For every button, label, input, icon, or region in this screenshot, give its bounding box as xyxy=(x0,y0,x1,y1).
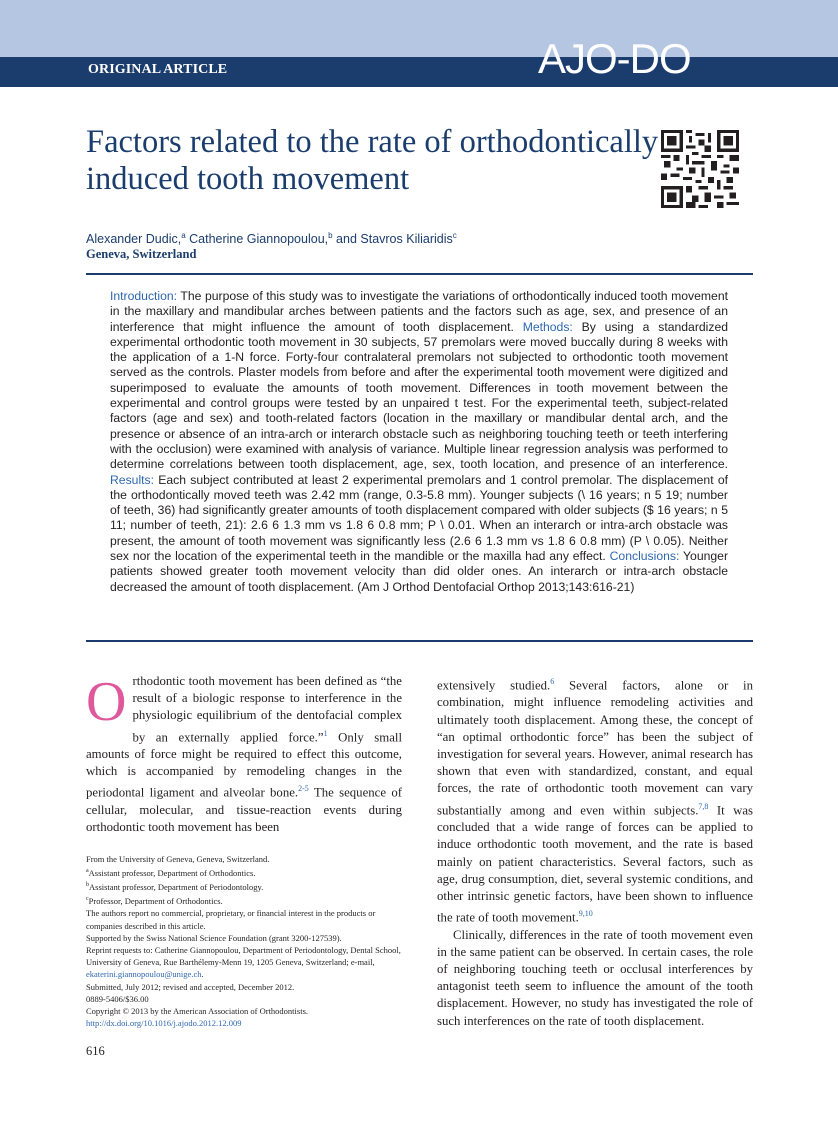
citation-link[interactable]: 7,8 xyxy=(698,801,709,811)
body-text: Several factors, alone or in combination, might influence remodeling activities and ultimately tooth displacement. Among these, the concept of “an optimal orthodontic force” has been the subject of investigation for several years. However, animal research has shown that even with standardized, constant, and equal forces, the rate of orthodontic tooth movement can vary substantially among and even within subjects. xyxy=(437,678,753,817)
footnote-institution: From the University of Geneva, Geneva, Switzerland. xyxy=(86,854,270,864)
author-list xyxy=(86,231,457,246)
footnote-copyright: Copyright © 2013 by the American Association of Orthodontists. xyxy=(86,1005,309,1016)
body-text: extensively studied. xyxy=(437,678,551,693)
author-affiliation-mark: a xyxy=(181,231,186,240)
qr-code-icon[interactable] xyxy=(661,130,739,208)
footnote-text: Professor, Department of Orthodontics. xyxy=(88,896,223,907)
footnote-disclosure: The authors report no commercial, proprietary, or financial interest in the products or companies described in this article. xyxy=(86,908,376,931)
body-text: The sequence of cellular, molecular, and tissue-reaction events during orthodontic tooth movement has been xyxy=(86,785,402,835)
abstract-introduction-label: Introduction: xyxy=(110,289,178,303)
body-column-left xyxy=(86,673,402,836)
author-name: Catherine Giannopoulou, xyxy=(185,232,329,247)
body-text: It was concluded that a wide range of forces can be applied to induce orthodontic tooth movement, and the rate is based mainly on patient characteristics. Several factors, such as age, drug consumption, diet, several systemic conditions, and other intrinsic genetic factors, have been shown to influence the rate of tooth movement. xyxy=(437,802,753,925)
drop-cap: O xyxy=(86,671,127,733)
abstract-methods-text: By using a standardized experimental orthodontic tooth movement in 30 subjects, 57 premolars were moved buccally during 8 weeks with the application of a 1-N force. Forty-four contralateral premolars not subjected to orthodontic tooth movement served as the controls. Plaster models from before and after the experimental tooth movement were digitized and superimposed to evaluate the amounts of tooth movement. Differences in tooth movement between the experimental and control groups were tested by an unpaired t test. For the experimental teeth, subject-related factors (age and sex) and tooth-related factors (location in the maxillary or mandibular dental arch, and the presence or absence of an intra-arch or interarch obstacle such as neighboring touching teeth or teeth interfering with the occlusion) were examined with analysis of variance. Multiple linear regression analysis was performed to determine correlations between tooth displacement, age, sex, tooth location, and presence of an interference. xyxy=(110,319,729,472)
footnote-text: Reprint requests to: Catherine Giannopoulou, Department of Periodontology, Dental School, University of Geneva, Rue Barthélemy-Menn 19, 1205 Geneva, Switzerland; e-mail, xyxy=(86,944,401,968)
body-paragraph: Clinically, differences in the rate of tooth movement even in the same patient can be observed. In certain cases, the role of neighboring touching teeth or occlusal interferences by antagonist teeth seem to influence the amount of the tooth displacement. However, no study has investigated the role of such interferences on the rate of tooth displacement. xyxy=(437,927,753,1028)
footnote-text: . xyxy=(201,969,204,980)
abstract xyxy=(110,289,728,595)
footnote-affiliation xyxy=(86,865,402,879)
journal-logo: AJO-DO xyxy=(538,35,691,82)
intro-paragraph xyxy=(86,673,402,836)
footnotes xyxy=(86,853,402,1029)
author-affiliation-mark: b xyxy=(328,231,333,240)
footnote-mark: b xyxy=(86,882,89,889)
divider-top xyxy=(86,273,753,275)
citation-link[interactable]: 2-5 xyxy=(298,784,309,794)
top-color-band xyxy=(0,0,838,57)
body-paragraph xyxy=(437,673,753,927)
footnote-reprint xyxy=(86,944,402,981)
footnote-submitted: Submitted, July 2012; revised and accepted, December 2012. xyxy=(86,981,295,992)
footnote-affiliation xyxy=(86,879,402,893)
author-name: and Stavros Kiliaridis xyxy=(332,232,453,247)
footnote-funding: Supported by the Swiss National Science Foundation (grant 3200-127539). xyxy=(86,932,342,943)
body-text: Only small amounts of force might be required to effect this outcome, which is accompanied by remodeling changes in the periodontal ligament and alveolar bone. xyxy=(86,729,402,800)
abstract-conclusions-text: Younger patients showed greater tooth movement velocity than did older ones. An interarch or intra-arch obstacle decreased the amount of tooth displacement. (Am J Orthod Dentofacial Orthop 2013;143:616-21) xyxy=(110,549,728,594)
body-text: rthodontic tooth movement has been defined as “the result of a biologic response to interference in the physiologic equilibrium of the dentofacial complex by an externally applied force.” xyxy=(132,674,402,744)
email-link[interactable]: ekaterini.giannopoulou@unige.ch xyxy=(86,969,202,980)
section-label: ORIGINAL ARTICLE xyxy=(88,62,228,77)
author-name: Alexander Dudic, xyxy=(86,232,182,247)
footnote-price: 0889-5406/$36.00 xyxy=(86,993,149,1004)
abstract-results-text: Each subject contributed at least 2 experimental premolars and 1 control premolar. The displacement of the orthodontically moved teeth was 2.42 mm (range, 0.3-5.8 mm). Younger subjects (\ 16 years; n 5 19; number of teeth, 36) had significantly greater amounts of tooth displacement compared with older subjects ($ 16 years; n 5 11; number of teeth, 21): 2.6 6 1.3 mm vs 1.8 6 0.8 mm; P \ 0.01. When an interarch or intra-arch obstacle was present, the amount of tooth movement was significantly less (2.6 6 1.3 mm vs 1.8 6 0.8 mm) (P \ 0.05). Neither sex nor the location of the experimental teeth in the mandible or the maxilla had any effect. xyxy=(110,472,728,564)
citation-link[interactable]: 6 xyxy=(550,677,555,686)
author-affiliation-mark: c xyxy=(452,231,457,240)
abstract-introduction-text: The purpose of this study was to investigate the variations of orthodontically induced tooth movement in the maxillary and mandibular arches between patients and the factors such as age, sex, and presence of an interference that might influence the amount of tooth displacement. xyxy=(110,289,728,334)
author-location: Geneva, Switzerland xyxy=(86,247,197,261)
footnote-affiliation xyxy=(86,893,402,907)
doi-link[interactable]: http://dx.doi.org/10.1016/j.ajodo.2012.12.009 xyxy=(86,1018,242,1029)
footnote-mark: a xyxy=(86,868,89,875)
article-title: Factors related to the rate of orthodontically induced tooth movement xyxy=(86,124,659,197)
citation-link[interactable]: 9,10 xyxy=(578,909,593,919)
abstract-results-label: Results: xyxy=(110,472,155,487)
footnote-mark: c xyxy=(86,896,89,903)
page-number: 616 xyxy=(86,1044,105,1058)
footnote-text: Assistant professor, Department of Orthodontics. xyxy=(88,868,256,879)
citation-link[interactable]: 1 xyxy=(323,728,328,738)
abstract-conclusions-label: Conclusions: xyxy=(609,549,680,564)
body-column-right xyxy=(437,673,753,1030)
footnote-text: Assistant professor, Department of Periodontology. xyxy=(89,882,264,893)
abstract-methods-label: Methods: xyxy=(522,319,573,334)
divider-bottom xyxy=(86,640,753,642)
